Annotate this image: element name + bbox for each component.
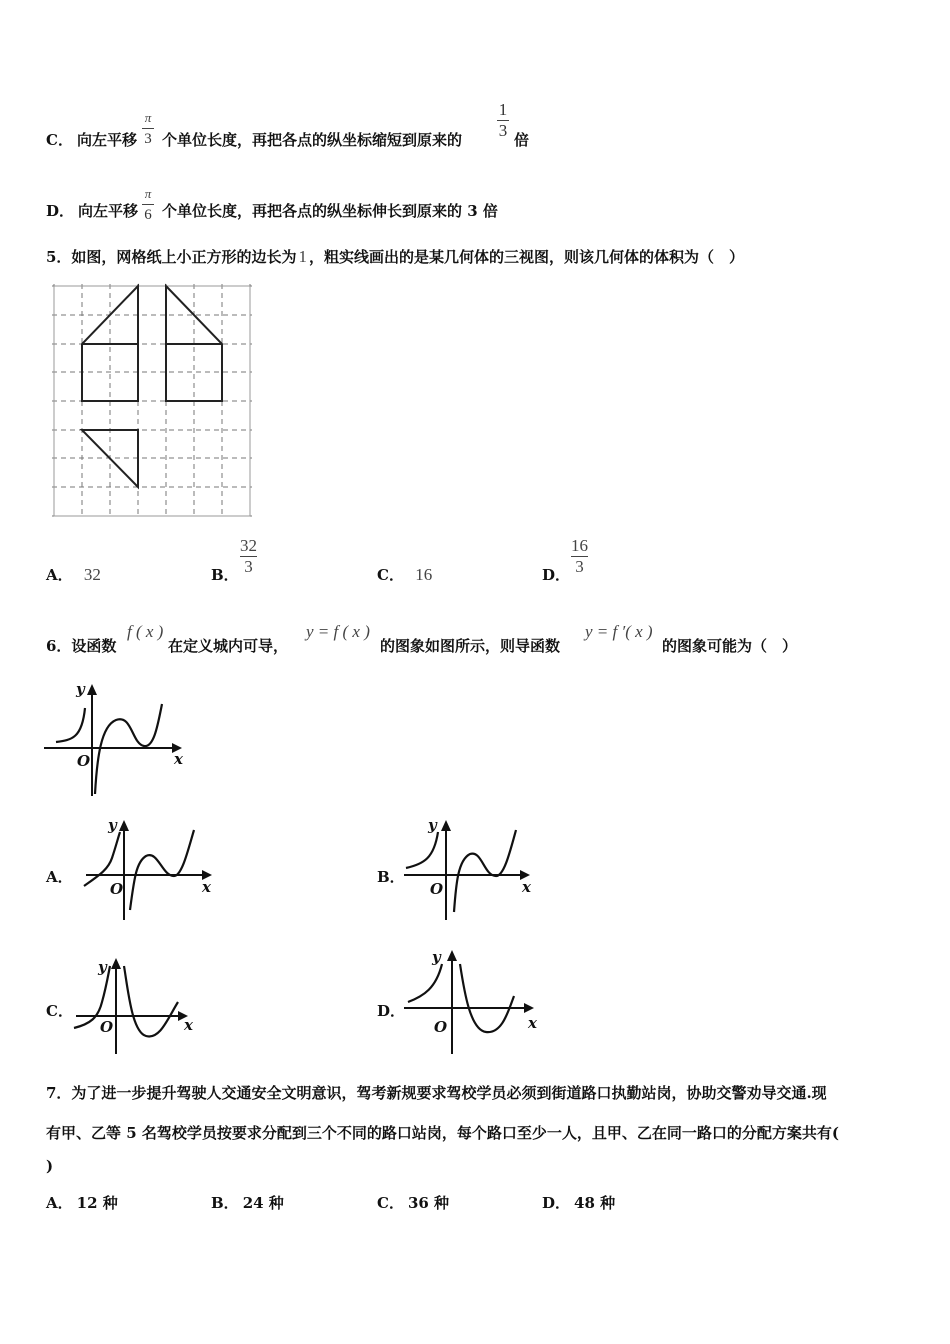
q7-option-b-value: 24 种	[242, 1194, 284, 1212]
q4-d-frac-pi-6	[142, 186, 154, 223]
q5-option-a-value: 32	[83, 565, 101, 584]
q4-option-d-text-a: 向左平移	[78, 202, 139, 220]
q5-option-c-label: C．	[377, 566, 404, 584]
option-d-right-branch	[460, 964, 514, 1032]
frac-denominator: 6	[144, 207, 152, 223]
origin-label: O	[434, 1018, 448, 1036]
frac-denominator: 3	[144, 131, 152, 147]
q7-stem-line3: )	[46, 1157, 54, 1175]
x-axis-label: x	[202, 878, 211, 896]
q6-stem-b: 在定义城内可导，	[168, 637, 289, 655]
frac-numerator: π	[144, 110, 152, 125]
frac-numerator: 32	[240, 536, 257, 555]
x-axis-label: x	[184, 1016, 193, 1034]
q6-option-c-label: C．	[46, 1002, 73, 1020]
y-axis-arrow-icon	[87, 684, 97, 695]
q6-y-equals-fprime: y = f ′( x )	[585, 622, 653, 641]
y-axis-label: y	[108, 816, 117, 834]
q7-option-c	[377, 1192, 449, 1213]
q7-option-d	[542, 1192, 615, 1213]
q6-stem-c: 的图象如图所示，则导函数	[380, 637, 561, 655]
origin-label: O	[110, 880, 124, 898]
q5-option-c-value: 16	[415, 565, 433, 584]
q5-unit-one: 1	[298, 247, 307, 266]
q7-option-a-value: 12 种	[76, 1194, 118, 1212]
q5-option-d-fraction	[571, 538, 588, 575]
q4-option-c-label: C．	[46, 131, 73, 149]
q7-option-c-label: C．	[377, 1194, 404, 1212]
q6-option-d-label: D．	[377, 1002, 406, 1020]
frac-denominator: 3	[575, 557, 584, 576]
q5-stem-a: 5．如图，网格纸上小正方形的边长为	[46, 248, 297, 266]
q4-c-frac-1-3	[497, 102, 509, 139]
x-axis-label: x	[522, 878, 531, 896]
frac-denominator: 3	[244, 557, 253, 576]
q4-option-c-text-a: 向左平移	[76, 131, 137, 149]
q7-option-a	[46, 1192, 118, 1213]
q7-option-b	[211, 1192, 284, 1213]
option-a-left-branch	[84, 832, 120, 886]
q4-option-c-text-c: 倍	[514, 131, 530, 149]
q6-option-a-label: A．	[46, 868, 73, 886]
q5-option-c	[377, 564, 432, 585]
x-axis-label: x	[174, 750, 183, 768]
q7-option-b-label: B．	[211, 1194, 239, 1212]
q5-option-a-label: A．	[46, 566, 73, 584]
q4-option-d	[46, 200, 138, 221]
origin-label: O	[100, 1018, 114, 1036]
q5-stem-b: ，粗实线画出的是某几何体的三视图，则该几何体的体积为（ ）	[308, 248, 744, 266]
q6-y-equals-fx: y = f ( x )	[306, 622, 370, 641]
q5-option-d-label: D．	[542, 566, 571, 584]
frac-bar	[142, 128, 154, 129]
graph-option-a	[78, 814, 218, 922]
graph-option-b	[400, 814, 540, 922]
q4-c-frac-pi-3	[142, 110, 154, 147]
q5-stem	[46, 246, 744, 267]
y-axis-arrow-icon	[111, 958, 121, 969]
y-axis-arrow-icon	[441, 820, 451, 831]
q7-option-c-value: 36 种	[407, 1194, 450, 1212]
q5-option-a	[46, 564, 101, 585]
q7-stem-line2: 有甲、乙等 5 名驾校学员按要求分配到三个不同的路口站岗，每个路口至少一人，且甲、乙在同一路口的分配方案共有(	[46, 1124, 839, 1142]
option-d-left-branch	[408, 964, 442, 1002]
y-axis-label: y	[76, 680, 85, 698]
x-axis-arrow-icon	[524, 1003, 534, 1013]
graph-option-c	[74, 952, 204, 1056]
q4-option-c	[46, 129, 137, 150]
q6-stem-a: 6．设函数	[46, 637, 117, 655]
y-axis-label: y	[432, 948, 441, 966]
origin-label: O	[77, 752, 91, 770]
option-c-right-branch	[124, 966, 178, 1036]
q6-fx: f ( x )	[127, 622, 164, 641]
origin-label: O	[430, 880, 444, 898]
q6-option-b-label: B．	[377, 868, 405, 886]
frac-numerator: 1	[498, 100, 508, 119]
option-b-left-branch	[406, 832, 438, 868]
q7-option-d-value: 48 种	[574, 1194, 616, 1212]
q4-option-c-text-b: 个单位长度，再把各点的纵坐标缩短到原来的	[162, 131, 463, 149]
q4-option-d-label: D．	[46, 202, 75, 220]
q5-option-b-fraction	[240, 538, 257, 575]
graph-option-d	[400, 944, 545, 1056]
f-left-branch	[56, 708, 85, 742]
frac-numerator: 16	[571, 536, 588, 555]
option-b-right-branch	[454, 830, 516, 912]
x-axis-label: x	[528, 1014, 537, 1032]
option-a-right-branch	[130, 830, 194, 910]
q6-stem-d: 的图象可能为（ ）	[662, 637, 798, 655]
q7-option-a-label: A．	[46, 1194, 73, 1212]
q4-option-d-text-b: 个单位长度，再把各点的纵坐标伸长到原来的 3 倍	[162, 202, 498, 220]
graph-f	[44, 678, 189, 800]
y-axis-label: y	[98, 958, 107, 976]
y-axis-label: y	[428, 816, 437, 834]
y-axis-arrow-icon	[447, 950, 457, 961]
frac-denominator: 3	[498, 121, 508, 140]
frac-numerator: π	[144, 186, 152, 201]
q7-option-d-label: D．	[542, 1194, 571, 1212]
three-view-grid-figure	[52, 284, 254, 518]
y-axis-arrow-icon	[119, 820, 129, 831]
q7-stem-line1: 7．为了进一步提升驾驶人交通安全文明意识，驾考新规要求驾校学员必须到街道路口执勤站岗，协助交警劝导交通.现	[46, 1084, 827, 1102]
q5-option-b-label: B．	[211, 566, 239, 584]
frac-bar	[142, 204, 154, 205]
